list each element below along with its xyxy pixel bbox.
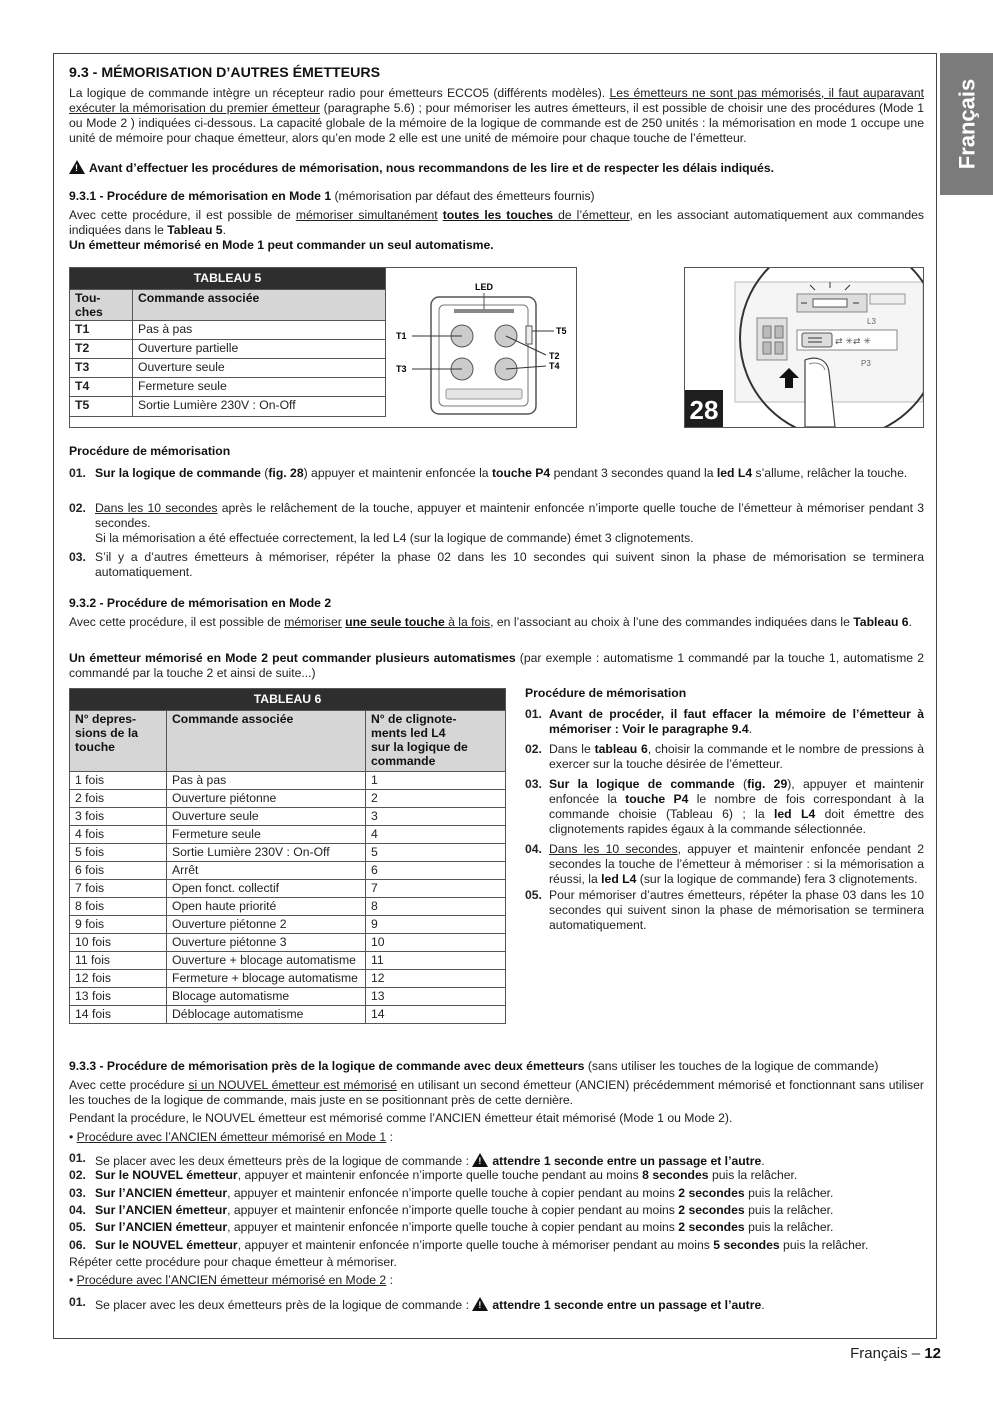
section-title-9-3-2: 9.3.2 - Procédure de mémorisation en Mode 2	[69, 596, 332, 610]
table-row: 7 fois Open fonct. collectif 7	[70, 880, 506, 898]
proc2-step-02: 02. Dans le tableau 6, choisir la commande et le nombre de pressions à exercer sur la touche désirée de l’émetteur.	[525, 742, 924, 771]
intro-paragraph: La logique de commande intègre un récepteur radio pour émetteurs ECCO5 (différents modèles). Les émetteurs ne sont pas mémorisés, il faut auparavant exécuter la mémorisation du premier émetteur (paragraphe 5.6) ; pour mémoriser les autres émetteurs, il est possible de choisir une des procédures (Mode 1 ou Mode 2 ) indiquées ci-dessous. La capacité globale de la mémoire de la logique de commande est de 250 unités : la mémorisation en mode 1 occupe une unité de mémoire pour chaque émetteur, alors qu’en mode 2 elle est une unité de mémoire pour chaque touche de l’émetteur.	[69, 86, 924, 145]
mode1-bold-note: Un émetteur mémorisé en Mode 1 peut commander un seul automatisme.	[69, 238, 494, 252]
proc2-title: Procédure de mémorisation	[525, 686, 687, 700]
control-board-illustration	[685, 268, 923, 427]
remote-t1-label: T1	[396, 331, 407, 341]
warning-icon	[472, 1297, 488, 1311]
remote-button-t5-icon	[526, 326, 532, 344]
old-mode1-step-06: 06. Sur le NOUVEL émetteur, appuyer et maintenir enfoncée n’importe quelle touche à mémoriser pendant au moins 5 secondes puis la relâcher.	[69, 1238, 869, 1252]
figure-28-number: 28	[689, 395, 719, 425]
table5-header-keys: Tou- ches	[70, 290, 133, 321]
old-mode2-step-01: 01. Se placer avec les deux émetteurs près de la logique de commande : !attendre 1 seconde entre un passage et l’autre.	[69, 1295, 924, 1313]
proc1-step-03: 03. S’il y a d’autres émetteurs à mémoriser, répéter la phase 02 dans les 10 secondes qui suivent sinon la phase de mémorisation se terminera automatiquement.	[69, 550, 924, 579]
table-row: T1 Pas à pas	[70, 321, 386, 340]
warning-icon	[472, 1153, 488, 1167]
remote-t5-label: T5	[556, 326, 567, 336]
warning-icon	[69, 160, 85, 174]
footer-language: Français –	[850, 1345, 925, 1362]
table-row: T2 Ouverture partielle	[70, 340, 386, 359]
table6-header-command: Commande associée	[167, 711, 366, 772]
table-row: 1 fois Pas à pas 1	[70, 772, 506, 790]
figure-28	[684, 267, 924, 428]
table6-header-presses: N° depres- sions de la touche	[70, 711, 167, 772]
remote-led-icon	[454, 309, 514, 313]
proc2-step-01: 01. Avant de procéder, il faut effacer la mémoire de l’émetteur à mémoriser : Voir le paragraphe 9.4.	[525, 707, 924, 736]
remote-t2-label: T2	[549, 351, 560, 361]
old-mode1-step-02: 02. Sur le NOUVEL émetteur, appuyer et maintenir enfoncée n’importe quelle touche pendant au moins 8 secondes puis la relâcher.	[69, 1168, 798, 1182]
repeat-note: Répéter cette procédure pour chaque émetteur à mémoriser.	[69, 1255, 397, 1269]
two-remotes-paragraph: Avec cette procédure si un NOUVEL émetteur est mémorisé en utilisant un second émetteur (ANCIEN) précédemment mémorisé et fonctionnant sans utiliser les touches de la logique de commande, mais juste en se positionnant près de cette dernière.	[69, 1078, 924, 1107]
mode2-bullet: • Procédure avec l’ANCIEN émetteur mémorisé en Mode 2 :	[69, 1273, 393, 1287]
table-row: 10 fois Ouverture piétonne 3 10	[70, 934, 506, 952]
table-row: 4 fois Fermeture seule 4	[70, 826, 506, 844]
proc1-step-01: 01. Sur la logique de commande (fig. 28) appuyer et maintenir enfoncée la touche P4 pendant 3 secondes quand la led L4 s’allume, relâcher la touche.	[69, 466, 908, 480]
proc2-column	[525, 686, 924, 933]
mode1-paragraph: Avec cette procédure, il est possible de mémoriser simultanément toutes les touches de l’émetteur, en les associant automatiquement aux commandes indiquées dans le Tableau 5.	[69, 208, 924, 237]
table-row: 13 fois Blocage automatisme 13	[70, 988, 506, 1006]
table-row: 5 fois Sortie Lumière 230V : On-Off 5	[70, 844, 506, 862]
table6-header-blinks: N° de clignote- ments led L4 sur la logique de commande	[366, 711, 506, 772]
section-title-9-3-3: 9.3.3 - Procédure de mémorisation près de la logique de commande avec deux émetteurs (sans utiliser les touches de la logique de commande)	[69, 1059, 879, 1073]
proc2-step-04: 04. Dans les 10 secondes, appuyer et maintenir enfoncée pendant 2 secondes la touche de l’émetteur à mémoriser : si la mémorisation a réussi, la led L4 (sur la logique de commande) fera 3 clignotements.	[525, 842, 924, 886]
language-tab	[940, 53, 993, 195]
table5	[69, 267, 386, 417]
mode2-paragraph: Avec cette procédure, il est possible de mémoriser une seule touche à la fois, en l’associant au choix à l’une des commandes indiquées dans le Tableau 6.	[69, 615, 912, 629]
remote-led-label: LED	[475, 282, 493, 292]
svg-text:⇄ ✳⇄ ✳: ⇄ ✳⇄ ✳	[835, 337, 871, 347]
remote-t4-label: T4	[549, 361, 560, 371]
board-p3-label: P3	[861, 359, 871, 368]
table-row: T4 Fermeture seule	[70, 378, 386, 397]
proc1-title: Procédure de mémorisation	[69, 444, 231, 458]
proc2-step-03: 03. Sur la logique de commande (fig. 29), appuyer et maintenir enfoncée la touche P4 le nombre de fois correspondant à la commande choisie (Tableau 6) ; la led L4 doit émettre des clignotements rapides égaux à la commande sélectionnée.	[525, 777, 925, 836]
proc2-step-05: 05. Pour mémoriser d’autres émetteurs, répéter la phase 03 dans les 10 secondes qui suivent sinon la phase de mémorisation se terminera automatiquement.	[525, 888, 924, 932]
led-l4-icon	[813, 299, 847, 307]
button-p4-icon	[802, 333, 832, 347]
table-row: T5 Sortie Lumière 230V : On-Off	[70, 397, 386, 417]
table-row: T3 Ouverture seule	[70, 359, 386, 378]
table-row: 6 fois Arrêt 6	[70, 862, 506, 880]
proc1-step-02: 02. Dans les 10 secondes après le relâchement de la touche, appuyer et maintenir enfoncée n’importe quelle touche de l’émetteur à mémoriser pendant 3 secondes. Si la mémorisation a été effectuée correctement, la led L4 (sur la logique de commande) émet 3 clignotements.	[69, 501, 925, 545]
language-tab-label: Français	[954, 78, 979, 170]
remote-diagram	[386, 268, 576, 427]
table-row: 8 fois Open haute priorité 8	[70, 898, 506, 916]
table-row: 3 fois Ouverture seule 3	[70, 808, 506, 826]
warning-note: !Avant d’effectuer les procédures de mémorisation, nous recommandons de les lire et de respecter les délais indiqués.	[69, 158, 924, 176]
mode2-bold-note: Un émetteur mémorisé en Mode 2 peut commander plusieurs automatismes (par exemple : automatisme 1 commandé par la touche 1, automatisme 2 commandé par la touche 2 et ainsi de suite...)	[69, 651, 924, 680]
table5-header-command: Commande associée	[133, 290, 386, 321]
table6-caption: TABLEAU 6	[70, 689, 506, 711]
page-number: 12	[924, 1345, 941, 1362]
table6	[69, 688, 506, 1024]
table5-caption: TABLEAU 5	[70, 268, 386, 290]
table5-box	[69, 267, 577, 428]
mode1-bullet: • Procédure avec l’ANCIEN émetteur mémorisé en Mode 1 :	[69, 1130, 393, 1144]
page-footer	[850, 1346, 941, 1361]
table-row: 12 fois Fermeture + blocage automatisme 12	[70, 970, 506, 988]
old-mode1-step-01: 01. Se placer avec les deux émetteurs près de la logique de commande : !attendre 1 seconde entre un passage et l’autre.	[69, 1151, 924, 1169]
old-mode1-step-05: 05. Sur l’ANCIEN émetteur, appuyer et maintenir enfoncée n’importe quelle touche à copier pendant au moins 2 secondes puis la relâcher.	[69, 1220, 834, 1234]
table-row: 2 fois Ouverture piétonne 2	[70, 790, 506, 808]
old-mode1-step-03: 03. Sur l’ANCIEN émetteur, appuyer et maintenir enfoncée n’importe quelle touche à copier pendant au moins 2 secondes puis la relâcher.	[69, 1186, 834, 1200]
section-title-9-3: 9.3 - MÉMORISATION D’AUTRES ÉMETTEURS	[69, 65, 381, 81]
table-row: 9 fois Ouverture piétonne 2 9	[70, 916, 506, 934]
table-row: 11 fois Ouverture + blocage automatisme 11	[70, 952, 506, 970]
board-l3-label: L3	[867, 317, 876, 326]
table-row: 14 fois Déblocage automatisme 14	[70, 1006, 506, 1024]
section-title-9-3-1: 9.3.1 - Procédure de mémorisation en Mode 1 (mémorisation par défaut des émetteurs fournis)	[69, 189, 595, 203]
old-mode1-step-04: 04. Sur l’ANCIEN émetteur, appuyer et maintenir enfoncée n’importe quelle touche à copier pendant au moins 2 secondes puis la relâcher.	[69, 1203, 834, 1217]
two-remotes-note: Pendant la procédure, le NOUVEL émetteur est mémorisé comme l’ANCIEN émetteur était mémorisé (Mode 1 ou Mode 2).	[69, 1111, 733, 1125]
remote-t3-label: T3	[396, 364, 407, 374]
